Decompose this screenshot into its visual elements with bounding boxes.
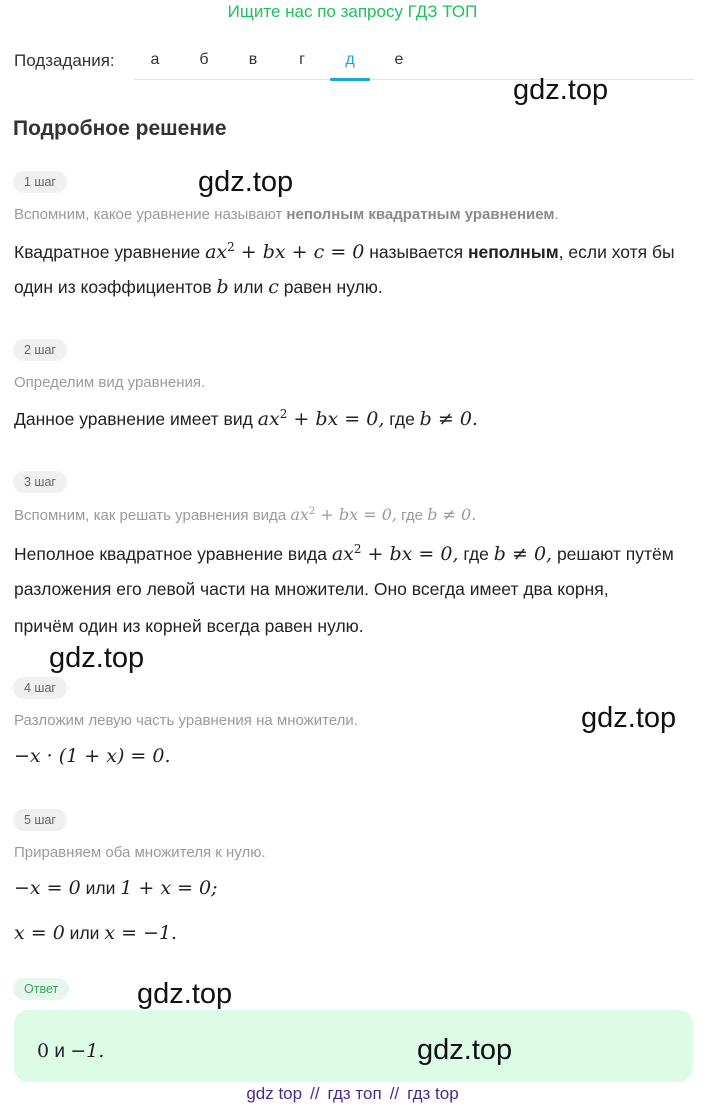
- step-4-badge: 4 шаг: [13, 677, 67, 699]
- answer-badge: Ответ: [13, 978, 69, 1000]
- tab-e[interactable]: е: [394, 51, 404, 68]
- step-1-text-line-1: Квадратное уравнение $ax^2$ + bx + c = 0 называется неполным, если хотя бы: [14, 240, 675, 263]
- step-5-badge: 5 шаг: [13, 809, 67, 831]
- step-5-note: Приравняем оба множителя к нулю.: [14, 844, 266, 861]
- step-1-note: Вспомним, какое уравнение называют неполным квадратным уравнением.: [14, 206, 559, 223]
- step-1-text-line-2: один из коэффициентов b или c равен нулю.: [14, 276, 383, 298]
- answer-box: [14, 1010, 693, 1082]
- tab-v[interactable]: в: [248, 51, 258, 68]
- step-1-badge: 1 шаг: [13, 171, 67, 193]
- step-3-badge: 3 шаг: [13, 471, 67, 493]
- watermark: gdz.top: [417, 1034, 513, 1066]
- step-3-note: Вспомним, как решать уравнения вида $ax^2$ + bx = 0, где b ≠ 0.: [14, 505, 477, 524]
- footer-link-gdz-top-mixed[interactable]: гдз top: [407, 1084, 459, 1103]
- step-2-text: Данное уравнение имеет вид $ax^2$ + bx = 0, где b ≠ 0.: [14, 407, 478, 430]
- step-3-text-line-3: причём один из корней всегда равен нулю.: [14, 616, 364, 636]
- step-5-line-1: −x = 0 или 1 + x = 0;: [14, 877, 218, 899]
- subtasks-label: Подзадания:: [14, 51, 115, 70]
- step-3-text-line-1: Неполное квадратное уравнение вида $ax^2$ + bx = 0, где b ≠ 0, решают путём: [14, 542, 674, 565]
- step-2-badge: 2 шаг: [13, 339, 67, 361]
- footer-separator: //: [310, 1084, 320, 1103]
- tab-b[interactable]: б: [199, 51, 209, 68]
- step-5-line-2: x = 0 или x = −1.: [14, 922, 178, 944]
- active-tab-indicator: [330, 78, 370, 81]
- footer-links: [0, 1084, 705, 1104]
- footer-link-gdz-top[interactable]: gdz top: [246, 1084, 303, 1103]
- watermark: gdz.top: [198, 166, 294, 198]
- tab-a[interactable]: а: [150, 51, 160, 68]
- step-4-math: −x · (1 + x) = 0.: [14, 745, 171, 767]
- promo-banner[interactable]: Ищите нас по запросу ГДЗ ТОП: [227, 2, 478, 21]
- answer-value: 0 и −1.: [37, 1040, 105, 1062]
- step-2-note: Определим вид уравнения.: [14, 374, 206, 391]
- tabs-divider: [134, 79, 694, 80]
- tab-g[interactable]: г: [299, 51, 305, 68]
- watermark: gdz.top: [581, 702, 677, 734]
- step-4-note: Разложим левую часть уравнения на множители.: [14, 712, 358, 729]
- section-title: Подробное решение: [13, 117, 227, 140]
- footer-separator: //: [389, 1084, 400, 1103]
- step-3-text-line-2: разложения его левой части на множители. Оно всегда имеет два корня,: [14, 579, 609, 599]
- watermark: gdz.top: [513, 74, 609, 106]
- footer-link-gdz-top-ru[interactable]: гдз топ: [327, 1084, 382, 1103]
- watermark: gdz.top: [137, 978, 233, 1010]
- watermark: gdz.top: [49, 642, 145, 674]
- tab-d-active[interactable]: д: [345, 51, 355, 68]
